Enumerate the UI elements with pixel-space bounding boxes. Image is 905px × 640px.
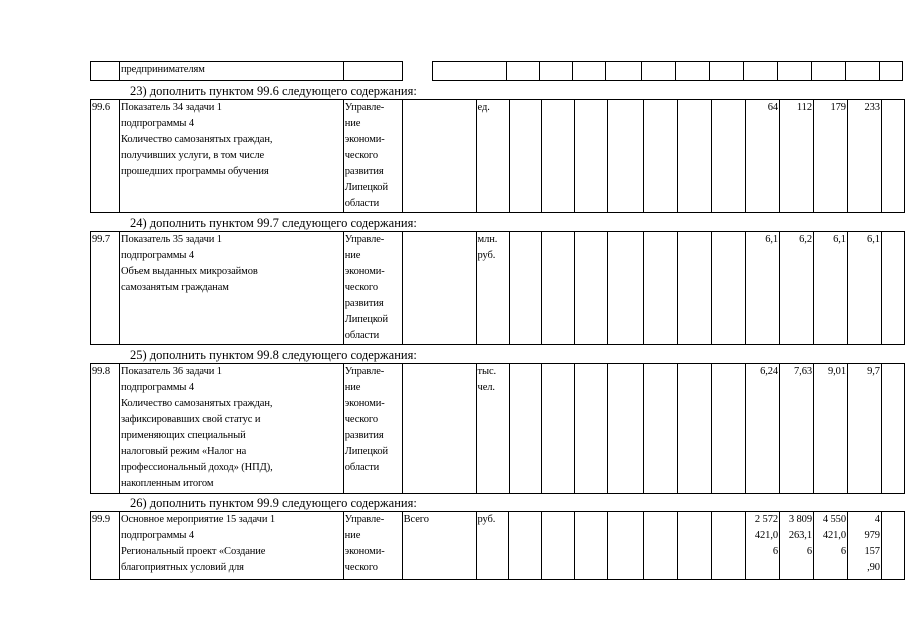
cell — [712, 512, 746, 580]
cell — [644, 100, 678, 213]
cell-src — [433, 62, 507, 81]
cell-name: Показатель 34 задачи 1 подпрограммы 4 Количество самозанятых граждан, получивших услуги, в том числе прошедших программы обучения — [119, 100, 343, 213]
cell-value: 6,1 — [847, 232, 881, 345]
cell-name: Показатель 35 задачи 1 подпрограммы 4 Объем выданных микрозаймов самозанятым гражданам — [119, 232, 343, 345]
cell-unit — [507, 62, 540, 81]
cell — [606, 62, 642, 81]
section-heading: 24) дополнить пунктом 99.7 следующего содержания: — [130, 216, 417, 230]
cell — [509, 100, 542, 213]
cell-num: 99.7 — [91, 232, 120, 345]
cell — [881, 232, 904, 345]
cell — [676, 62, 710, 81]
cell-value: 9,7 — [847, 364, 881, 494]
cell-src — [402, 232, 476, 345]
cell — [644, 232, 678, 345]
cell — [509, 232, 542, 345]
section-heading: 23) дополнить пунктом 99.6 следующего содержания: — [130, 84, 417, 98]
section-heading: 25) дополнить пунктом 99.8 следующего содержания: — [130, 348, 417, 362]
cell — [778, 62, 812, 81]
cell-value: 3 809 263,1 6 — [780, 512, 814, 580]
gap — [403, 62, 433, 81]
cell-value: 6,24 — [746, 364, 780, 494]
cell — [712, 232, 746, 345]
cell — [642, 62, 676, 81]
cell — [678, 364, 712, 494]
cell-src — [402, 364, 476, 494]
cell-value: 233 — [847, 100, 881, 213]
cell-value: 9,01 — [814, 364, 848, 494]
cell-unit: тыс. чел. — [476, 364, 509, 494]
cell-unit: млн. руб. — [476, 232, 509, 345]
cell — [678, 100, 712, 213]
cell — [573, 62, 606, 81]
cell-num — [91, 62, 120, 81]
cell — [575, 232, 608, 345]
cell-value: 7,63 — [780, 364, 814, 494]
indicator-row — [90, 511, 905, 580]
cell-value: 6,2 — [780, 232, 814, 345]
cell — [509, 512, 542, 580]
cell-exec: Управле- ние экономи- ческого развития Липецкой области — [343, 100, 402, 213]
cell-value: 2 572 421,0 6 — [746, 512, 780, 580]
top-table-row — [90, 61, 903, 81]
cell-src: Всего — [402, 512, 476, 580]
cell — [542, 512, 575, 580]
cell — [712, 100, 746, 213]
cell-name: Показатель 36 задачи 1 подпрограммы 4 Количество самозанятых граждан, зафиксировавших свой статус и применяющих специальный налоговый режим «Налог на профессиональный доход» (НПД), накопленным итогом — [119, 364, 343, 494]
cell — [710, 62, 744, 81]
cell-num: 99.9 — [91, 512, 120, 580]
indicator-row — [90, 99, 905, 213]
cell-num: 99.8 — [91, 364, 120, 494]
cell — [542, 364, 575, 494]
cell-name: Основное мероприятие 15 задачи 1 подпрограммы 4 Региональный проект «Создание благоприятных условий для — [119, 512, 343, 580]
cell-value: 6,1 — [813, 232, 847, 345]
cell — [575, 364, 608, 494]
cell — [644, 364, 678, 494]
cell-num: 99.6 — [91, 100, 120, 213]
cell — [608, 232, 644, 345]
cell — [880, 62, 903, 81]
cell — [540, 62, 573, 81]
cell — [575, 512, 608, 580]
cell — [881, 364, 904, 494]
cell — [509, 364, 542, 494]
cell — [542, 232, 575, 345]
cell — [575, 100, 608, 213]
cell — [608, 512, 644, 580]
cell-src — [402, 100, 476, 213]
cell-exec: Управле- ние экономи- ческого — [343, 512, 402, 580]
cell-value: 64 — [746, 100, 780, 213]
cell — [812, 62, 846, 81]
cell — [881, 100, 904, 213]
cell-value: 6,1 — [746, 232, 780, 345]
cell — [644, 512, 678, 580]
cell-exec — [344, 62, 403, 81]
cell-unit: руб. — [476, 512, 509, 580]
cell-value: 4 550 421,0 6 — [814, 512, 848, 580]
cell-unit: ед. — [476, 100, 509, 213]
cell — [678, 232, 712, 345]
indicator-row — [90, 363, 905, 494]
cell-exec: Управле- ние экономи- ческого развития Липецкой области — [343, 364, 402, 494]
cell — [608, 364, 644, 494]
cell-value: 112 — [780, 100, 814, 213]
cell — [744, 62, 778, 81]
cell — [846, 62, 880, 81]
section-heading: 26) дополнить пунктом 99.9 следующего содержания: — [130, 496, 417, 510]
cell-name: предпринимателям — [120, 62, 344, 81]
cell-value: 179 — [813, 100, 847, 213]
cell — [881, 512, 904, 580]
cell — [608, 100, 644, 213]
cell-value: 4 979 157 ,90 — [847, 512, 881, 580]
indicator-row — [90, 231, 905, 345]
cell-exec: Управле- ние экономи- ческого развития Липецкой области — [343, 232, 402, 345]
cell — [712, 364, 746, 494]
cell — [678, 512, 712, 580]
cell — [542, 100, 575, 213]
